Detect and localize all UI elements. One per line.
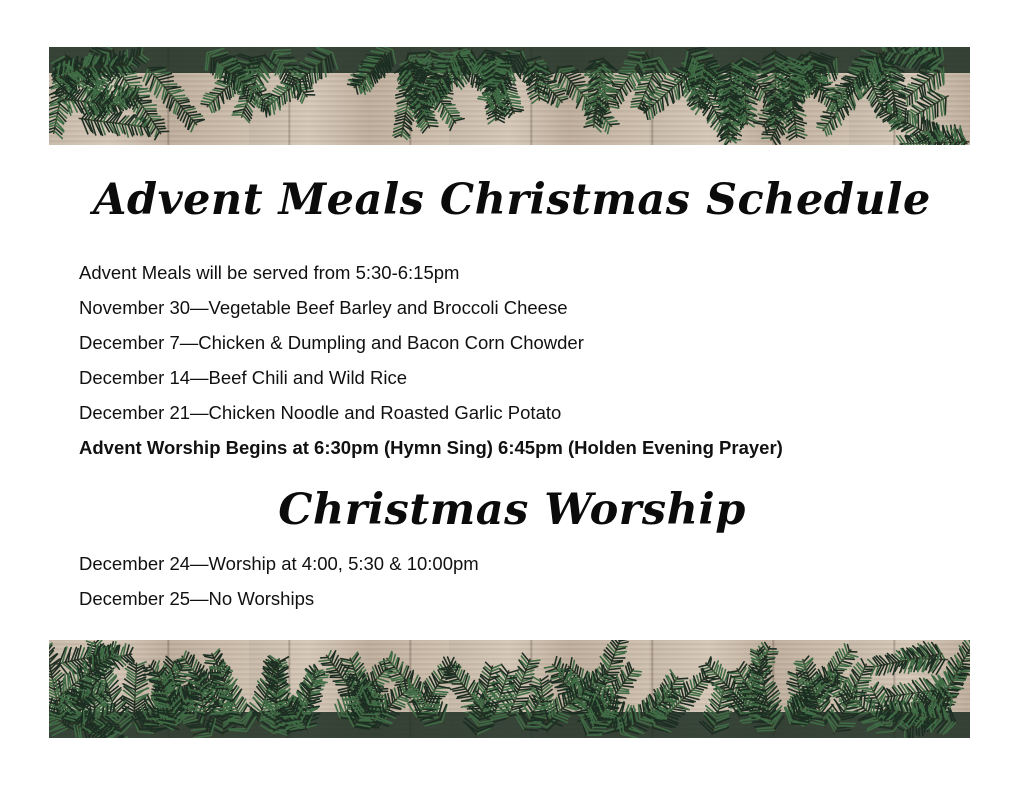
- pine-branches-graphic: [49, 47, 970, 145]
- meal-date-line: December 21—Chicken Noodle and Roasted Garlic Potato: [79, 402, 562, 423]
- pine-branches-graphic: [49, 640, 970, 738]
- worship-date-line: December 24—Worship at 4:00, 5:30 & 10:00pm: [79, 553, 479, 574]
- top-pine-banner: [49, 47, 970, 145]
- meal-date-line: December 7—Chicken & Dumpling and Bacon Corn Chowder: [79, 332, 584, 353]
- bottom-pine-banner: [49, 640, 970, 738]
- meal-date-line: November 30—Vegetable Beef Barley and Broccoli Cheese: [79, 297, 568, 318]
- christmas-worship-list: [79, 546, 479, 616]
- meals-served-time: Advent Meals will be served from 5:30-6:15pm: [79, 262, 460, 283]
- worship-date-line: December 25—No Worships: [79, 588, 315, 609]
- advent-worship-line: Advent Worship Begins at 6:30pm (Hymn Sing) 6:45pm (Holden Evening Prayer): [79, 437, 783, 458]
- advent-meals-list: [79, 255, 783, 465]
- page-title: Advent Meals Christmas Schedule: [93, 175, 931, 225]
- section-title-christmas-worship: Christmas Worship: [278, 485, 746, 535]
- meal-date-line: December 14—Beef Chili and Wild Rice: [79, 367, 407, 388]
